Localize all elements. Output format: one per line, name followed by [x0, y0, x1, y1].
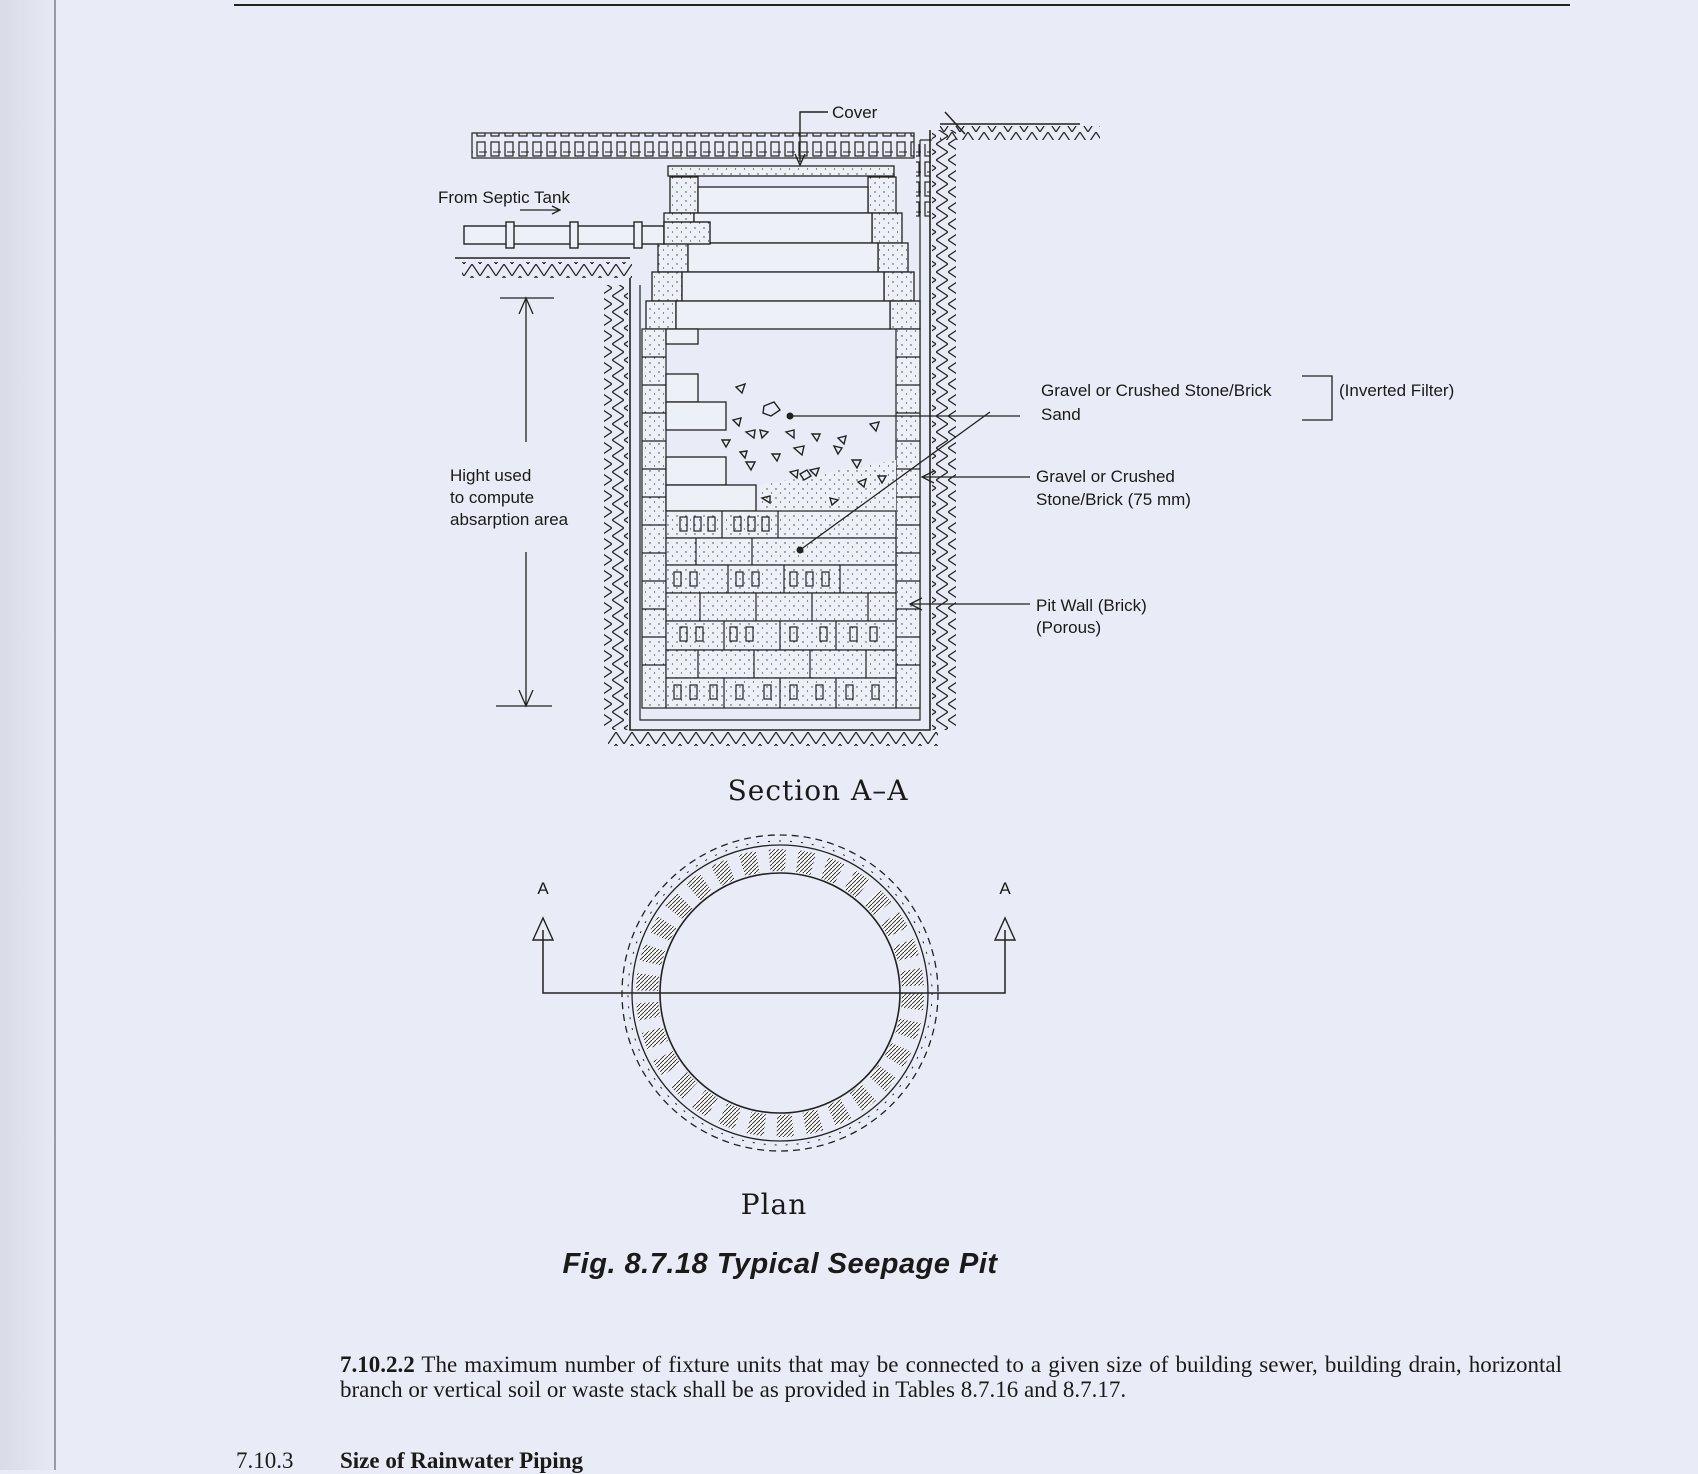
label-gravel-filter: Gravel or Crushed Stone/Brick [1041, 381, 1272, 400]
label-gravel-75-line1: Gravel or Crushed [1036, 467, 1175, 486]
figure-caption: Fig. 8.7.18 Typical Seepage Pit [562, 1248, 998, 1280]
section-mark-left: A [537, 879, 549, 898]
paragraph-7-10-2-2 [340, 1352, 1562, 1402]
section-view [438, 103, 1454, 807]
ground-hatch-left [462, 262, 632, 278]
label-sand: Sand [1041, 405, 1081, 424]
interior-step-bricks [666, 329, 756, 511]
section-title: Section A–A [727, 774, 909, 807]
plan-view [533, 835, 1015, 1221]
paragraph-number: 7.10.2.2 [340, 1352, 415, 1377]
earth-hatch-left-wall [604, 285, 628, 730]
subsection-number: 7.10.3 [236, 1448, 294, 1473]
label-from-septic-tank: From Septic Tank [438, 188, 570, 207]
label-hight-line1: Hight used [450, 466, 532, 485]
label-hight-line2: to compute [450, 488, 535, 507]
label-cover: Cover [832, 103, 878, 122]
paragraph-text: The maximum number of fixture units that may be connected to a given size of building sewer, building drain, horizontal branch or vertical soil or waste stack shall be as provided in Tables 8.7.16 and 8.7.17. [340, 1352, 1562, 1402]
label-inverted-filter: (Inverted Filter) [1339, 381, 1455, 400]
subsection-title: Size of Rainwater Piping [340, 1448, 583, 1473]
label-pit-wall-line1: Pit Wall (Brick) [1036, 596, 1147, 615]
inlet-pipe [464, 222, 710, 248]
corbel-courses [646, 166, 920, 329]
plan-title: Plan [740, 1188, 808, 1221]
label-gravel-75-line2: Stone/Brick (75 mm) [1036, 490, 1191, 509]
earth-hatch-bottom [608, 732, 938, 746]
label-hight-line3: absarption area [450, 510, 569, 529]
subsection-heading [236, 1448, 1136, 1474]
cover-slab [472, 133, 914, 158]
label-pit-wall-line2: (Porous) [1036, 618, 1102, 637]
section-cut-line [543, 930, 1005, 993]
section-mark-right: A [999, 879, 1011, 898]
earth-hatch-right-wall [932, 130, 956, 730]
